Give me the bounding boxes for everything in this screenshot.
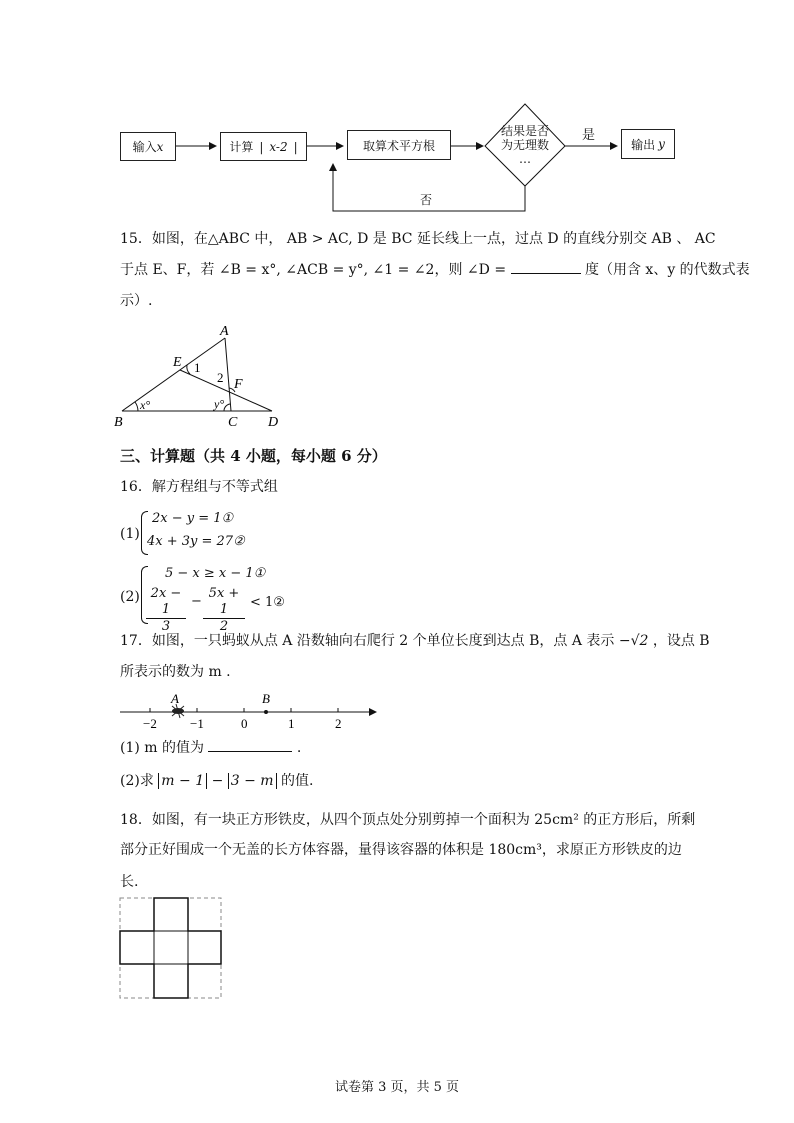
decision-text — [490, 124, 560, 166]
q18-line2: 部分正好围成一个无盖的长方体容器，量得该容器的体积是 180cm³，求原正方形铁皮的边 — [120, 842, 682, 858]
compute-expr: x-2 — [269, 139, 288, 154]
q15-line3: 示）. — [120, 293, 153, 309]
q18-line1: 18．如图，有一块正方形铁皮，从四个顶点处分别剪掉一个面积为 25cm² 的正方形后，所剩 — [120, 812, 696, 828]
q17-line1 — [120, 631, 710, 651]
page-footer: 试卷第 3 页，共 5 页 — [334, 1080, 460, 1095]
label-F: F — [234, 377, 243, 392]
output-var: y — [658, 137, 665, 151]
q17-p2-minus: − — [211, 773, 224, 789]
q16-p2-num1: 2x − 1 — [150, 586, 182, 617]
q16-p1-eq2: 4x + 3y = 27② — [147, 534, 245, 549]
label-A: A — [171, 691, 179, 706]
label-angle1: 1 — [194, 360, 201, 375]
section3-title: 三、计算题（共 4 小题，每小题 6 分） — [120, 447, 387, 465]
q16-p1-eq1: 2x − y = 1① — [152, 511, 234, 526]
decision-line2: 为无理数 — [500, 138, 549, 152]
q15-line2-pre: 于点 E、F，若 ∠B = x°, ∠ACB = y°, ∠1 = ∠2，则 ∠D = — [120, 262, 507, 278]
output-box — [621, 129, 675, 159]
flowchart-lines — [0, 0, 794, 220]
q17-p2-post: 的值. — [281, 773, 314, 789]
q17-p1-pre: (1) m 的值为 — [120, 740, 205, 756]
input-var: x — [156, 139, 164, 154]
q16-p2-frac2 — [203, 586, 245, 635]
q17-line1-val: −√2 — [618, 633, 649, 649]
label-C: C — [228, 415, 238, 430]
compute-box: 计算 | x-2 | — [220, 132, 307, 161]
q15-triangle-figure — [110, 318, 310, 433]
q17-line2: 所表示的数为 m . — [120, 664, 231, 680]
tick-label: −2 — [143, 716, 157, 731]
q17-line1-post: ，设点 B — [652, 633, 710, 649]
q15-line1: 15．如图，在△ABC 中， AB > AC, D 是 BC 延长线上一点，过点 D 的直线分别交 AB 、 AC — [120, 231, 716, 247]
input-box — [120, 132, 176, 161]
q17-p2-abs-a: m − 1 — [158, 773, 207, 789]
label-A: A — [220, 324, 229, 339]
q16-p2-eq1: 5 − x ≥ x − 1① — [165, 566, 266, 581]
q18-line3: 长. — [120, 874, 139, 890]
q16-p2-num2: 5x + 1 — [208, 586, 240, 617]
q17-answer-blank — [208, 737, 292, 752]
q16-p2-label: (2) — [120, 589, 140, 605]
input-label: 输入 — [132, 140, 157, 154]
q16-p1-label: (1) — [120, 526, 140, 542]
q17-part2 — [120, 771, 314, 791]
label-E: E — [173, 355, 182, 370]
ant-icon — [172, 704, 184, 718]
q16-p2-frac1 — [146, 586, 186, 635]
q17-p2-pre: (2)求 — [120, 773, 154, 789]
tick-label: −1 — [190, 716, 204, 731]
decision-dots: … — [519, 152, 531, 166]
q15-answer-blank — [511, 259, 581, 274]
q17-p1-post: . — [296, 740, 302, 756]
q18-net-figure — [118, 896, 226, 1002]
tick-label: 0 — [241, 716, 248, 731]
label-angleC: y° — [214, 397, 225, 411]
tick-label: 1 — [288, 716, 295, 731]
point-B — [264, 710, 268, 714]
q16-title: 16．解方程组与不等式组 — [120, 479, 278, 495]
q16-p2-minus: − — [191, 594, 202, 609]
q16-p2-den2: 2 — [203, 618, 245, 635]
yes-label: 是 — [582, 128, 596, 143]
sqrt-label: 取算术平方根 — [362, 138, 435, 153]
label-B: B — [262, 691, 270, 706]
tick-label: 2 — [335, 716, 342, 731]
label-angle2: 2 — [217, 370, 224, 385]
compute-label: 计算 — [229, 140, 254, 154]
q17-p2-abs-b: 3 − m — [228, 773, 277, 789]
q17-part1 — [120, 737, 301, 758]
label-B: B — [114, 415, 123, 430]
decision-line1: 结果是否 — [500, 124, 549, 138]
label-D: D — [268, 415, 279, 430]
label-angleB: x° — [140, 398, 151, 412]
q17-line1-pre: 17．如图，一只蚂蚁从点 A 沿数轴向右爬行 2 个单位长度到达点 B，点 A 表示 — [120, 633, 615, 649]
output-label: 输出 — [631, 137, 656, 152]
no-label: 否 — [420, 193, 433, 207]
q16-p2-den1: 3 — [146, 618, 186, 635]
sqrt-box — [347, 130, 451, 160]
q16-p2-tail: < 1② — [250, 595, 285, 610]
q15-line2-post: 度（用含 x、y 的代数式表 — [584, 262, 750, 278]
q15-line2 — [120, 259, 750, 280]
q17-number-line — [110, 688, 390, 734]
